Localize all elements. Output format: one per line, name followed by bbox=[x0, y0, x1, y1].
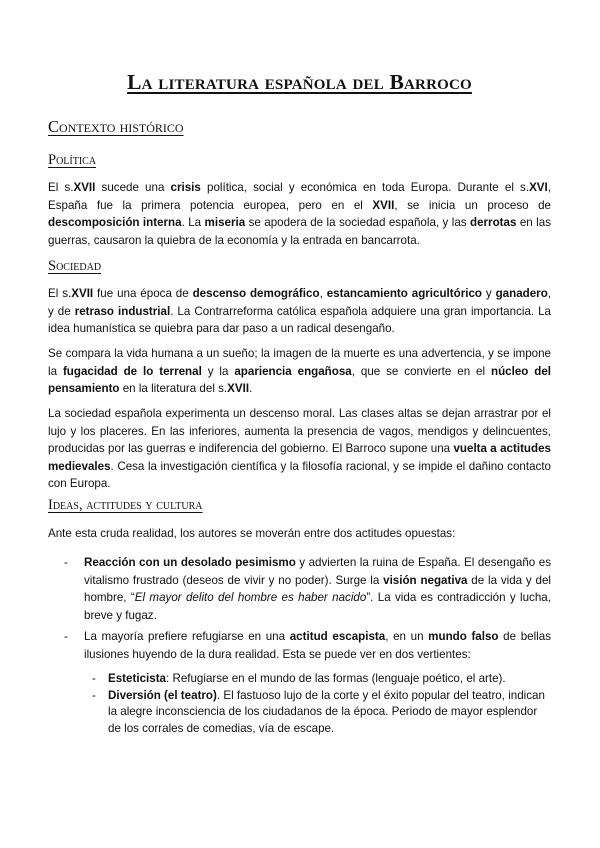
paragraph-sociedad-1 bbox=[48, 285, 551, 338]
bold-text: derrotas bbox=[470, 216, 517, 230]
bold-text: Esteticista bbox=[108, 672, 166, 685]
text-run: . La bbox=[181, 216, 205, 230]
text-run: fue una época de bbox=[93, 287, 193, 300]
text-run: en las guerras, causaron la quiebra de la economía y la entrada en bancarrota. bbox=[48, 216, 551, 247]
bold-text: crisis bbox=[170, 181, 201, 194]
sublist-dash: - bbox=[92, 672, 96, 685]
bold-text: descomposición interna bbox=[48, 216, 182, 230]
bold-text: XVII bbox=[372, 198, 395, 212]
text-run: , en un bbox=[385, 630, 429, 643]
bold-text: mundo falso bbox=[428, 630, 499, 643]
italic-quote: El mayor delito del hombre es haber nacido bbox=[134, 591, 367, 605]
text-run: Se compara la vida humana a un sueño; la imagen de la muerte es una advertencia, y se impone la bbox=[48, 347, 551, 378]
bold-text: XVII bbox=[73, 181, 96, 194]
list-dash: - bbox=[64, 630, 68, 643]
bold-text: actitud escapista bbox=[289, 630, 386, 643]
text-run: de la vida y del hombre, “ bbox=[84, 573, 552, 605]
text-run: . bbox=[249, 382, 253, 396]
text-run: , España fue la primera potencia europea, pero en el bbox=[48, 181, 551, 212]
text-run: y advierten la ruina de España. El desengaño es vitalismo frustrado (deseos de vivir y no poder). Surge la bbox=[84, 556, 551, 587]
bold-text: miseria bbox=[204, 216, 246, 230]
sublist-item-esteticista bbox=[108, 671, 551, 687]
text-run: sucede una bbox=[95, 181, 171, 194]
text-run: . La Contrarreforma católica española adquiere una gran importancia. La idea humanística se quiebra para dar paso a un radical desengaño. bbox=[48, 304, 552, 336]
text-run: La mayoría prefiere refugiarse en una bbox=[84, 630, 290, 643]
text-run: El s. bbox=[48, 287, 72, 300]
bold-text: estancamiento agricultórico bbox=[326, 287, 482, 300]
paragraph-sociedad-3 bbox=[48, 405, 551, 493]
bold-text: apariencia engañosa bbox=[234, 364, 352, 378]
text-run: política, social y económica en toda Europa. Durante el s. bbox=[200, 181, 530, 194]
paragraph-politica bbox=[48, 179, 551, 249]
bold-text: vuelta a actitudes medievales bbox=[48, 442, 551, 473]
bold-text: XVI bbox=[529, 181, 548, 194]
list-dash: - bbox=[64, 556, 68, 569]
subheading-politica: Política bbox=[48, 152, 97, 168]
subheading-ideas: Ideas, actitudes y cultura bbox=[48, 497, 203, 513]
paragraph-ideas-intro: Ante esta cruda realidad, los autores se moverán entre dos actitudes opuestas: bbox=[48, 527, 456, 540]
list-item-pesimismo bbox=[84, 554, 551, 624]
bold-text: núcleo del pensamiento bbox=[48, 364, 552, 396]
paragraph-sociedad-2 bbox=[48, 345, 551, 398]
text-run: : Refugiarse en el mundo de las formas (lenguaje poético, el arte). bbox=[166, 672, 506, 685]
bold-text: descenso demográfico bbox=[192, 287, 320, 300]
text-run: , bbox=[319, 287, 327, 300]
text-run: y la bbox=[201, 364, 235, 378]
bold-text: XVII bbox=[227, 382, 250, 396]
text-run: de bellas ilusiones huyendo de la dura realidad. Esta se puede ver en dos vertientes: bbox=[84, 630, 551, 661]
bold-text: Diversión (el teatro) bbox=[108, 689, 217, 702]
document-title: La literatura española del Barroco bbox=[127, 70, 472, 94]
bold-text: visión negativa bbox=[383, 573, 468, 587]
text-run: El s. bbox=[48, 181, 74, 194]
text-run: La sociedad española experimenta un descenso moral. Las clases altas se dejan arrastrar por el lujo y los placeres. En las inferiores, aumenta la presencia de vagos, mendigos y delincuentes, producidas por las guerras e indiferencia del gobierno. El Barroco supone una bbox=[48, 407, 551, 456]
text-run: se apodera de la sociedad española, y las bbox=[245, 216, 471, 230]
text-run: , se inicia un proceso de bbox=[394, 198, 552, 212]
text-run: . El fastuoso lujo de la corte y el éxito popular del teatro, indican la alegre inconsciencia de los ciudadanos de la época. Periodo de mayor esplendor de los corrales de comedias, vía de escape. bbox=[108, 689, 545, 735]
list-item-escapista bbox=[84, 628, 551, 663]
bold-text: fugacidad de lo terrenal bbox=[62, 364, 202, 378]
bold-text: XVII bbox=[71, 287, 94, 300]
section-heading-contexto: Contexto histórico bbox=[48, 117, 184, 136]
text-run: en la literatura del s. bbox=[119, 382, 228, 396]
bold-text: retraso industrial bbox=[74, 304, 171, 318]
subheading-sociedad: Sociedad bbox=[48, 258, 102, 274]
text-run: ”. La vida es contradicción y lucha, breve y fugaz. bbox=[84, 591, 551, 622]
text-run: , y de bbox=[48, 287, 552, 318]
text-run: y bbox=[482, 287, 496, 300]
text-run: . Cesa la investigación científica y la filosofía racional, y se impide el dañino contacto con Europa. bbox=[48, 459, 551, 491]
sublist-item-teatro bbox=[108, 688, 551, 737]
bold-text: Reacción con un desolado pesimismo bbox=[84, 556, 296, 569]
sublist-dash: - bbox=[92, 689, 96, 702]
text-run: , que se convierte en el bbox=[351, 364, 491, 378]
bold-text: ganadero bbox=[495, 287, 548, 300]
